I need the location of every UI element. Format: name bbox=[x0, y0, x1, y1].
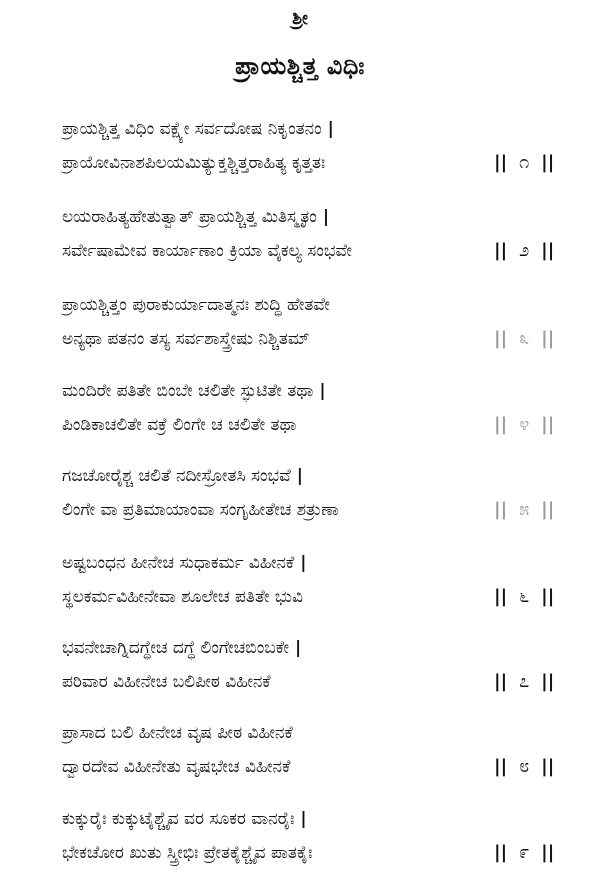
verse-line-1 bbox=[62, 380, 326, 402]
verse-number-mark bbox=[494, 586, 564, 608]
verse-number: ೯ bbox=[519, 842, 530, 863]
verse-2 bbox=[62, 206, 562, 276]
verse-number: ೭ bbox=[519, 671, 530, 692]
double-danda-left: || bbox=[494, 586, 508, 607]
verse-line-2: ಭೇಕಚೋರ ಖುತು ಸ್ತ್ರೀಭಿಃ ಪ್ರೇತಕೈಶ್ಚೈವ ಪಾತಕೈಃ bbox=[62, 843, 313, 863]
double-danda-right: || bbox=[541, 328, 555, 349]
verse-number-mark bbox=[494, 240, 564, 262]
verse-line-2: ದ್ವಾರದೇವ ವಿಹೀನೇತು ವೃಷಭೇಚ ವಿಹೀನಕೆ bbox=[62, 757, 291, 777]
verse-line-1 bbox=[62, 808, 307, 830]
double-danda-left: || bbox=[494, 756, 508, 777]
single-danda: | bbox=[322, 207, 330, 227]
single-danda: | bbox=[300, 809, 307, 829]
verse-3 bbox=[62, 294, 562, 364]
verse-line-1 bbox=[62, 552, 306, 574]
double-danda-right: || bbox=[541, 586, 555, 607]
verse-5 bbox=[62, 465, 562, 535]
double-danda-left: || bbox=[494, 328, 508, 349]
verse-number-mark bbox=[494, 842, 564, 864]
verse-line-2: ಸರ್ವೇಷಾಮೇವ ಕಾರ್ಯಾಣಾಂ ಕ್ರಿಯಾ ವೈಕಲ್ಯ ಸಂಭವೇ bbox=[62, 241, 352, 261]
page-title: ಪ್ರಾಯಶ್ಚಿತ್ತ ವಿಧಿಃ bbox=[235, 52, 365, 80]
verse-line-2: ಲಿಂಗೇ ವಾ ಪ್ರತಿಮಾಯಾಂವಾ ಸಂಗೃಹೀತೇಚ ಶತ್ರುಣಾ bbox=[62, 500, 339, 520]
verse-text: ಅಷ್ಟಬಂಧನ ಹೀನೇಚ ಸುಧಾಕರ್ಮ ವಿಹೀನಕೆ bbox=[62, 553, 295, 573]
double-danda-right: || bbox=[541, 152, 555, 173]
double-danda-left: || bbox=[494, 414, 508, 435]
verse-number-mark bbox=[494, 328, 564, 350]
single-danda: | bbox=[327, 119, 334, 139]
verse-7 bbox=[62, 637, 562, 707]
double-danda-left: || bbox=[494, 240, 508, 261]
verse-number: ೪ bbox=[519, 414, 530, 435]
verse-line-1 bbox=[62, 465, 303, 487]
single-danda: | bbox=[300, 553, 307, 573]
double-danda-right: || bbox=[541, 414, 555, 435]
verse-text: ಪ್ರಾಯಶ್ಚಿತ್ತಂ ಪುರಾಕುರ್ಯಾದಾತ್ಮನಃ ಶುದ್ಧಿ ಹೇತವೇ bbox=[62, 295, 330, 315]
verse-number: ೩ bbox=[519, 328, 530, 349]
verse-line-2: ಪ್ರಾಯೋವಿನಾಶಪಿಲಯಮಿತ್ಯುಕ್ತಶ್ಚಿತ್ತರಾಹಿತ್ಯ ಕೃತ್ತತಃ bbox=[62, 153, 326, 173]
verse-line-1 bbox=[62, 637, 301, 659]
verse-text: ಗಜಚೋರೈಶ್ಚ ಚಲಿತೆ ನದೀಸ್ರೋತಸಿ ಸಂಭವೆ bbox=[62, 466, 291, 486]
single-danda: | bbox=[296, 466, 303, 486]
verse-text: ಭವನೇಚಾಗ್ನಿದಗ್ಧೇಚ ದಗ್ಧೆ ಲಿಂಗೇಚಬಿಂಬಕೇ bbox=[62, 638, 289, 658]
single-danda: | bbox=[319, 381, 326, 401]
verse-line-1 bbox=[62, 206, 329, 228]
verse-number-mark bbox=[494, 671, 564, 693]
verse-text: ಮಂದಿರೇ ಪತಿತೇ ಬಿಂಬೇ ಚಲಿತೇ ಸ್ಫುಟಿತೇ ತಥಾ bbox=[62, 381, 314, 401]
verse-number-mark bbox=[494, 756, 564, 778]
verse-number: ೬ bbox=[519, 586, 530, 607]
verse-6 bbox=[62, 552, 562, 622]
verse-number-mark bbox=[494, 414, 564, 436]
verse-text: ಪ್ರಾಸಾದ ಬಲಿ ಹೀನೇಚ ವೃಷ ಪೀಠ ವಿಹೀನಕೆ bbox=[62, 723, 293, 743]
double-danda-left: || bbox=[494, 499, 508, 520]
verse-line-2: ಸ್ಥಲಕರ್ಮವಿಹೀನೇವಾ ಶೂಲೇಚ ಪತಿತೇ ಭುವಿ bbox=[62, 587, 303, 607]
verse-1 bbox=[62, 118, 562, 188]
verse-line-2: ಪಿಂಡಿಕಾಚಲಿತೇ ವಕ್ರೆ ಲಿಂಗೇ ಚ ಚಲಿತೇ ತಥಾ bbox=[62, 415, 297, 435]
verse-8 bbox=[62, 722, 562, 792]
double-danda-left: || bbox=[494, 152, 508, 173]
double-danda-right: || bbox=[541, 240, 555, 261]
verse-9 bbox=[62, 808, 562, 878]
verse-text: ಲಯರಾಹಿತ್ಯಹೇತುತ್ವಾತ್ ಪ್ರಾಯಶ್ಚಿತ್ತ ಮಿತಿಸ್ಮೃತಂ bbox=[62, 207, 317, 227]
single-danda: | bbox=[294, 638, 302, 658]
double-danda-left: || bbox=[494, 842, 508, 863]
verse-number: ೧ bbox=[519, 152, 530, 173]
double-danda-right: || bbox=[541, 671, 555, 692]
verse-text: ಪ್ರಾಯಶ್ಚಿತ್ತ ವಿಧಿಂ ವಕ್ಷ್ಯೇ ಸರ್ವದೋಷ ನಿಕೃಂತನಂ bbox=[62, 119, 322, 139]
verse-number-mark bbox=[494, 499, 564, 521]
double-danda-left: || bbox=[494, 671, 508, 692]
double-danda-right: || bbox=[541, 499, 555, 520]
verse-line-1 bbox=[62, 294, 336, 316]
verse-number: ೮ bbox=[519, 756, 530, 777]
verse-text: ಕುಕ್ಕುರೈಃ ಕುಕ್ಕುಟೈಶ್ಚೈವ ವರ ಸೂಕರ ವಾನರೈಃ bbox=[62, 809, 295, 829]
verse-4 bbox=[62, 380, 562, 450]
invocation-heading: ಶ್ರೀ bbox=[292, 8, 308, 29]
verse-line-2: ಅನ್ಯಥಾ ಪತನಂ ತಸ್ಯ ಸರ್ವಶಾಸ್ತ್ರೇಷು ನಿಶ್ಚಿತಮ್ bbox=[62, 329, 310, 349]
verse-number-mark bbox=[494, 152, 564, 174]
verse-line-2: ಪರಿವಾರ ವಿಹೀನೇಚ ಬಲಿಪೀಠ ವಿಹೀನಕೆ bbox=[62, 672, 271, 692]
double-danda-right: || bbox=[541, 756, 555, 777]
verse-number: ೫ bbox=[519, 499, 530, 520]
double-danda-right: || bbox=[541, 842, 555, 863]
verse-line-1 bbox=[62, 722, 299, 744]
verse-number: ೨ bbox=[519, 240, 530, 261]
verse-line-1 bbox=[62, 118, 334, 140]
